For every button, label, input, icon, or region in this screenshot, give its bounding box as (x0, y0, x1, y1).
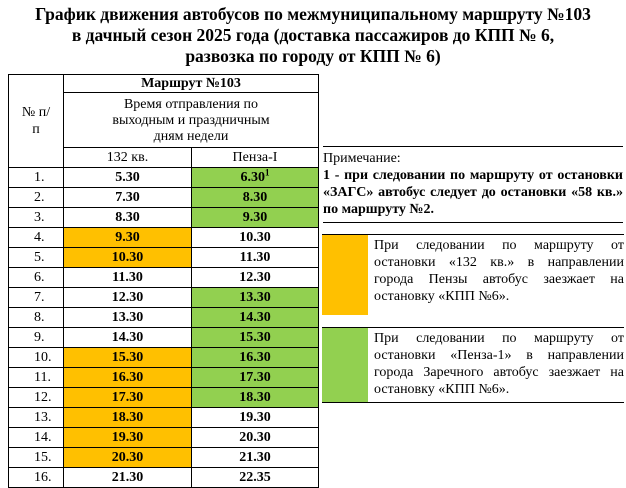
footnote-mark: 1 (265, 167, 270, 178)
row-number: 3. (9, 208, 64, 228)
note-block (323, 146, 623, 223)
row-number: 10. (9, 348, 64, 368)
title-line-2: в дачный сезон 2025 года (доставка пассажиров до КПП № 6, (71, 25, 555, 45)
num-header-label: № п/п (21, 105, 51, 137)
row-number: 16. (9, 468, 64, 488)
table-row (9, 428, 319, 448)
time-132kv: 12.30 (64, 288, 192, 308)
row-number: 15. (9, 448, 64, 468)
table-row (9, 188, 319, 208)
route-header: Маршрут №103 (64, 75, 319, 93)
time-132kv: 5.30 (64, 168, 192, 188)
table-row (9, 328, 319, 348)
time-penza1: 21.30 (192, 448, 319, 468)
table-row (9, 308, 319, 328)
row-number: 6. (9, 268, 64, 288)
time-header-label: Время отправления по выходным и праздничным дням недели (112, 97, 270, 144)
time-132kv: 21.30 (64, 468, 192, 488)
time-132kv: 11.30 (64, 268, 192, 288)
time-penza1 (192, 168, 319, 188)
time-132kv: 13.30 (64, 308, 192, 328)
time-132kv: 18.30 (64, 408, 192, 428)
time-penza1: 16.30 (192, 348, 319, 368)
time-penza1: 8.30 (192, 188, 319, 208)
schedule-table (8, 74, 319, 488)
table-row (9, 368, 319, 388)
col1-header: 132 кв. (64, 148, 192, 168)
time-penza1: 13.30 (192, 288, 319, 308)
time-value: 6.30 (240, 170, 265, 185)
row-number: 2. (9, 188, 64, 208)
time-132kv: 16.30 (64, 368, 192, 388)
table-row (9, 448, 319, 468)
time-penza1: 22.35 (192, 468, 319, 488)
time-penza1: 15.30 (192, 328, 319, 348)
table-row (9, 208, 319, 228)
orange-swatch (322, 235, 368, 315)
time-penza1: 12.30 (192, 268, 319, 288)
time-132kv: 17.30 (64, 388, 192, 408)
title-line-1: График движения автобусов по межмуниципальному маршруту №103 (35, 4, 591, 24)
time-penza1: 11.30 (192, 248, 319, 268)
num-header (9, 75, 64, 168)
title-line-3: развозка по городу от КПП № 6) (185, 46, 441, 66)
row-number: 5. (9, 248, 64, 268)
table-row (9, 168, 319, 188)
note-heading: Примечание: (323, 151, 401, 166)
legend-green (322, 327, 624, 403)
row-number: 12. (9, 388, 64, 408)
legend-orange (322, 234, 624, 315)
row-number: 11. (9, 368, 64, 388)
time-penza1: 17.30 (192, 368, 319, 388)
page-title (0, 4, 626, 67)
time-penza1: 9.30 (192, 208, 319, 228)
time-header (64, 93, 319, 148)
row-number: 13. (9, 408, 64, 428)
row-number: 4. (9, 228, 64, 248)
time-132kv: 14.30 (64, 328, 192, 348)
time-132kv: 19.30 (64, 428, 192, 448)
time-132kv: 20.30 (64, 448, 192, 468)
legend-green-text: При следовании по маршруту от остановки «Пенза-1» в направлении города Заречного автобус заезжает на остановку «КПП №6». (374, 331, 624, 397)
time-penza1: 19.30 (192, 408, 319, 428)
row-number: 14. (9, 428, 64, 448)
time-132kv: 7.30 (64, 188, 192, 208)
time-penza1: 10.30 (192, 228, 319, 248)
time-penza1: 20.30 (192, 428, 319, 448)
table-row (9, 408, 319, 428)
time-132kv: 10.30 (64, 248, 192, 268)
row-number: 8. (9, 308, 64, 328)
time-132kv: 8.30 (64, 208, 192, 228)
table-row (9, 268, 319, 288)
col2-header: Пенза-I (192, 148, 319, 168)
table-row (9, 248, 319, 268)
green-swatch (322, 328, 368, 402)
row-number: 7. (9, 288, 64, 308)
note-text: 1 - при следовании по маршруту от остановки «ЗАГС» автобус следует до остановки «58 кв.» по маршруту №2. (323, 168, 623, 217)
schedule-rows (9, 168, 319, 488)
table-row (9, 388, 319, 408)
time-penza1: 18.30 (192, 388, 319, 408)
table-row (9, 228, 319, 248)
table-row (9, 468, 319, 488)
legend-orange-text: При следовании по маршруту от остановки «132 кв.» в направлении города Пензы автобус заезжает на остановку «КПП №6». (374, 238, 624, 304)
table-row (9, 288, 319, 308)
table-row (9, 348, 319, 368)
time-132kv: 9.30 (64, 228, 192, 248)
time-132kv: 15.30 (64, 348, 192, 368)
time-penza1: 14.30 (192, 308, 319, 328)
row-number: 1. (9, 168, 64, 188)
row-number: 9. (9, 328, 64, 348)
